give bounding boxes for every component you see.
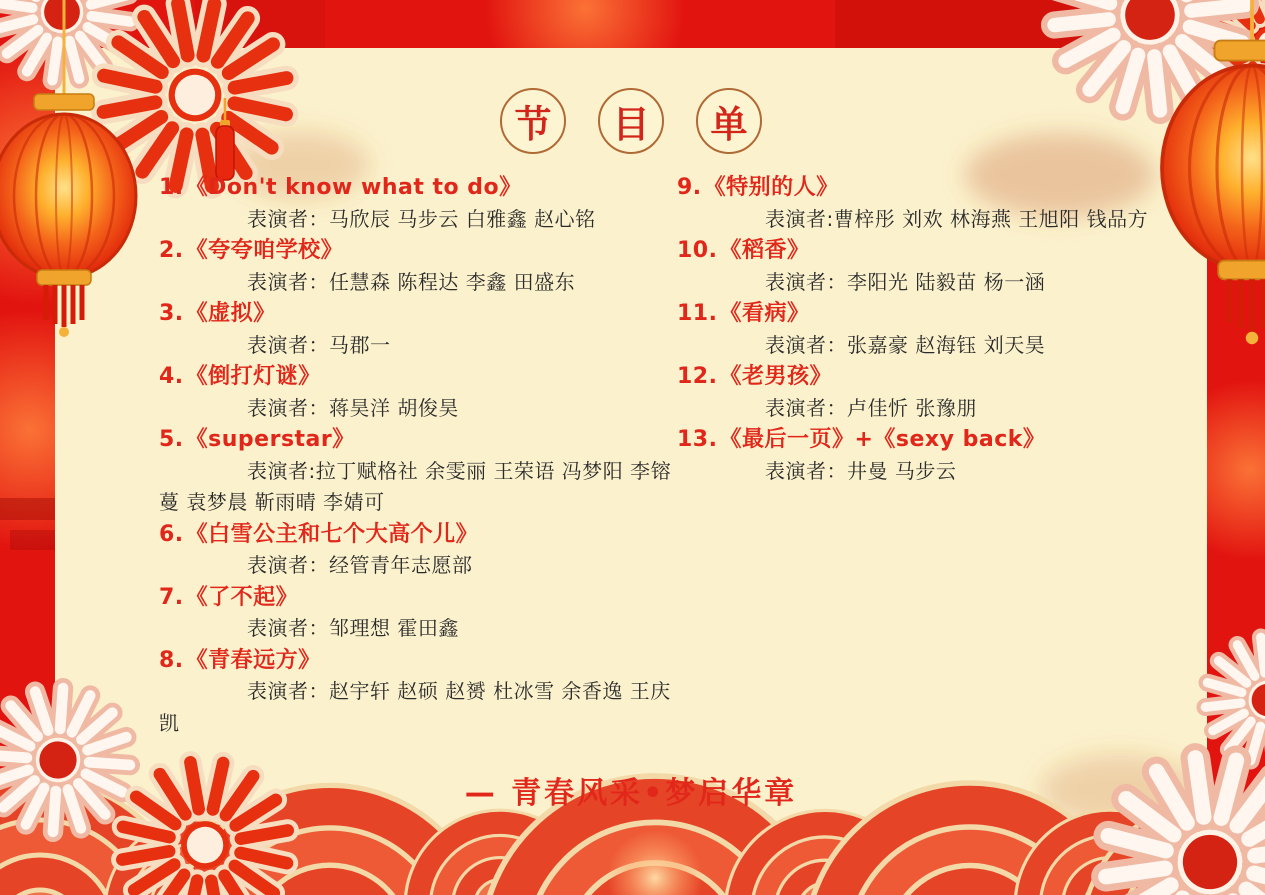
program-card (55, 48, 1207, 860)
program-name: 《了不起》 (185, 584, 299, 610)
program-title (677, 424, 1217, 456)
program-number: 4. (159, 364, 184, 389)
program-title (677, 361, 1217, 393)
program-title (677, 235, 1217, 267)
program-title (159, 361, 677, 393)
program-title (159, 519, 677, 551)
title-char-circle (500, 88, 566, 154)
program-name: 《Don't know what to do》 (185, 175, 522, 200)
program-name: 《superstar》 (185, 427, 355, 452)
program-performers: 表演者:拉丁赋格社 余雯丽 王荣语 冯梦阳 李镕蔓 袁梦晨 靳雨晴 李婧可 (159, 458, 672, 514)
program-number: 9. (677, 175, 702, 200)
program-name: 《老男孩》 (719, 364, 832, 389)
program-number: 10. (677, 238, 718, 263)
program-item (677, 172, 1217, 235)
program-title (159, 645, 677, 677)
program-item (159, 298, 677, 361)
program-performers: 表演者：马郡一 (247, 332, 391, 357)
program-number: 2. (159, 238, 184, 263)
program-title (159, 424, 677, 456)
footer-slogan: — 青春风采•梦启华章 (464, 776, 798, 811)
program-title (159, 172, 677, 204)
program-item (159, 235, 677, 298)
program-performers: 表演者：赵宇轩 赵硕 赵赟 杜冰雪 余香逸 王庆凯 (159, 679, 671, 735)
program-number: 7. (159, 584, 184, 610)
title-char-circle (696, 88, 762, 154)
program-number: 3. (159, 301, 184, 326)
program-performers: 表演者：马欣辰 马步云 白雅鑫 赵心铭 (247, 206, 596, 231)
program-number: 13. (677, 427, 718, 452)
program-performers: 表演者：蒋昊洋 胡俊昊 (247, 395, 459, 420)
program-number: 8. (159, 647, 184, 673)
program-title (677, 172, 1217, 204)
program-name: 《看病》 (719, 301, 810, 326)
program-item (677, 361, 1217, 424)
program-title (159, 582, 677, 614)
program-performers: 表演者：任慧森 陈程达 李鑫 田盛东 (247, 269, 576, 294)
program-number: 5. (159, 427, 184, 452)
program-performers: 表演者：张嘉豪 赵海钰 刘天昊 (765, 332, 1046, 357)
title-char: 节 (514, 103, 552, 146)
program-name: 《白雪公主和七个大高个儿》 (185, 521, 479, 547)
program-item (159, 519, 677, 582)
program-name: 《青春远方》 (185, 647, 321, 673)
program-list-left (159, 172, 677, 739)
program-number: 11. (677, 301, 718, 326)
program-list-right (677, 172, 1217, 487)
program-number: 12. (677, 364, 718, 389)
program-performers: 表演者：李阳光 陆毅苗 杨一涵 (765, 269, 1046, 294)
program-item (159, 424, 677, 519)
program-item (159, 172, 677, 235)
program-performers: 表演者：卢佳忻 张豫朋 (765, 395, 977, 420)
title-char: 单 (710, 103, 748, 146)
program-performers: 表演者：经管青年志愿部 (247, 553, 473, 577)
program-item (677, 235, 1217, 298)
program-name: 《虚拟》 (185, 301, 276, 326)
title-char-circle (598, 88, 664, 154)
program-title (159, 298, 677, 330)
page-title (55, 88, 1207, 154)
program-item (677, 298, 1217, 361)
program-name: 《倒打灯谜》 (185, 364, 321, 389)
program-performers: 表演者：邹理想 霍田鑫 (247, 616, 459, 640)
program-item (159, 645, 677, 740)
title-char: 目 (612, 103, 650, 146)
program-name: 《夸夸咱学校》 (185, 238, 344, 263)
program-item (677, 424, 1217, 487)
program-title (159, 235, 677, 267)
program-name: 《最后一页》+《sexy back》 (719, 427, 1046, 452)
program-name: 《稻香》 (719, 238, 810, 263)
program-title (677, 298, 1217, 330)
program-performers: 表演者:曹梓彤 刘欢 林海燕 王旭阳 钱品方 (765, 206, 1149, 231)
program-number: 1. (159, 175, 184, 200)
program-performers: 表演者：井曼 马步云 (765, 458, 957, 483)
program-item (159, 582, 677, 645)
program-item (159, 361, 677, 424)
program-number: 6. (159, 521, 184, 547)
program-name: 《特别的人》 (703, 175, 839, 200)
